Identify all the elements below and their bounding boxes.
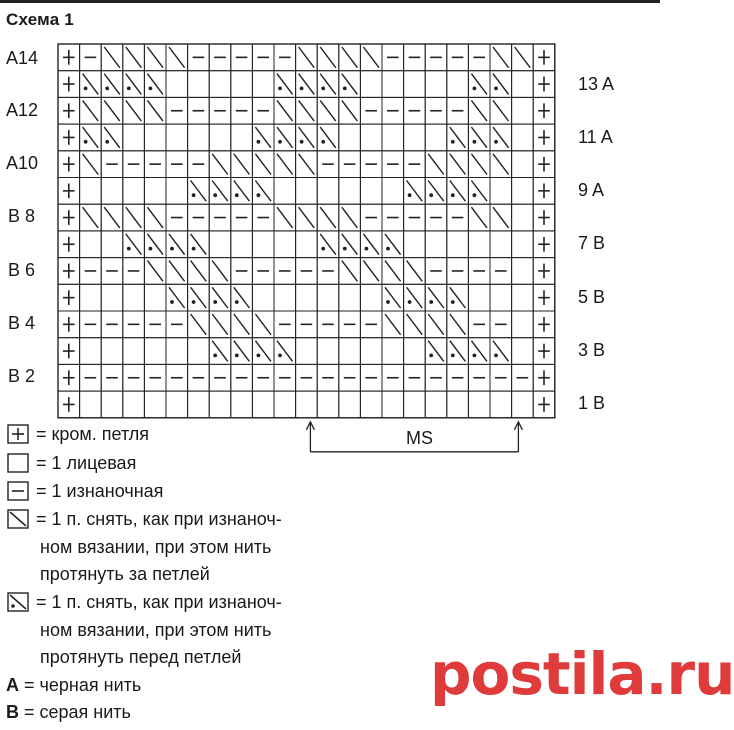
slip-front-dot (300, 140, 304, 144)
slip-back-symbol-icon (6, 509, 30, 529)
row-label-9a: 9 A (578, 180, 605, 200)
legend-knit-text: = 1 лицевая (36, 453, 137, 473)
row-label-b4: B 4 (8, 313, 36, 333)
slip-front-dot (451, 354, 455, 358)
slip-front-dot (213, 354, 217, 358)
slip-front-dot (257, 140, 261, 144)
row-label-7b: 7 B (578, 233, 606, 253)
row-label-a12: A12 (6, 100, 39, 120)
slip-front-dot (451, 140, 455, 144)
row-label-5b: 5 B (578, 287, 606, 307)
slip-front-dot (343, 87, 347, 91)
slip-front-dot (321, 87, 325, 91)
slip-front-dot (149, 247, 153, 251)
legend-slip-front-line3: протянуть перед петлей (40, 647, 242, 667)
yarn-a-text: = черная нить (24, 675, 142, 695)
edge-stitch-symbol-icon (6, 424, 30, 444)
slip-front-dot (321, 140, 325, 144)
slip-front-dot (386, 247, 390, 251)
slip-front-dot (149, 87, 153, 91)
slip-front-dot (170, 300, 174, 304)
row-label-b2: B 2 (8, 366, 36, 386)
legend-purl-text: = 1 изнаночная (36, 481, 164, 501)
postila-watermark[interactable]: postila.ru (430, 640, 734, 708)
legend-yarn-a (6, 674, 141, 696)
slip-front-dot (494, 87, 498, 91)
slip-front-dot (408, 300, 412, 304)
slip-front-dot (278, 140, 282, 144)
slip-front-dot (235, 354, 239, 358)
slip-front-dot (386, 300, 390, 304)
slip-front-dot (192, 300, 196, 304)
slip-front-dot (321, 247, 325, 251)
slip-front-dot (213, 193, 217, 197)
yarn-a-key: A (6, 675, 19, 695)
slip-front-dot (429, 354, 433, 358)
legend-edge-text: = кром. петля (36, 424, 150, 444)
legend-slip-back-line3: протянуть за петлей (40, 564, 210, 584)
slip-front-dot (473, 193, 477, 197)
yarn-b-text: = серая нить (24, 702, 131, 722)
yarn-b-key: B (6, 702, 19, 722)
chart-title: Схема 1 (6, 10, 74, 29)
legend-slip-back-line1: = 1 п. снять, как при изнаноч- (36, 509, 282, 529)
slip-front-dot (170, 247, 174, 251)
slip-front-dot (408, 193, 412, 197)
slip-front-dot (494, 140, 498, 144)
legend-slip-back-line2: ном вязании, при этом нить (40, 537, 272, 557)
slip-front-dot (105, 140, 109, 144)
slip-front-dot (429, 193, 433, 197)
slip-front-symbol-icon (6, 592, 30, 612)
slip-front-dot (451, 300, 455, 304)
slip-front-dot (235, 193, 239, 197)
slip-front-dot (127, 87, 131, 91)
slip-front-dot (343, 247, 347, 251)
slip-front-dot (192, 247, 196, 251)
slip-front-dot (257, 354, 261, 358)
slip-front-dot (429, 300, 433, 304)
slip-front-dot (451, 193, 455, 197)
slip-front-dot (473, 87, 477, 91)
slip-front-dot (84, 87, 88, 91)
row-label-b6: B 6 (8, 260, 36, 280)
row-label-a14: A14 (6, 48, 39, 68)
slip-front-dot (278, 354, 282, 358)
legend-slip-front-line1: = 1 п. снять, как при изнаноч- (36, 592, 282, 612)
slip-front-dot (278, 87, 282, 91)
slip-front-dot (127, 247, 131, 251)
slip-front-dot (473, 354, 477, 358)
row-label-1b: 1 B (578, 393, 606, 413)
legend-yarn-b (6, 701, 131, 723)
row-label-3b: 3 B (578, 340, 606, 360)
slip-front-dot (235, 300, 239, 304)
row-label-13a: 13 A (578, 74, 615, 94)
legend-slip-front-line2: ном вязании, при этом нить (40, 620, 272, 640)
slip-front-dot (105, 87, 109, 91)
slip-front-dot (84, 140, 88, 144)
slip-front-dot (473, 140, 477, 144)
slip-front-dot (494, 354, 498, 358)
slip-front-dot (300, 87, 304, 91)
slip-front-dot (257, 193, 261, 197)
slip-front-dot (213, 300, 217, 304)
slip-front-dot (365, 247, 369, 251)
knit-symbol-icon (6, 453, 30, 473)
purl-symbol-icon (6, 481, 30, 501)
row-label-a10: A10 (6, 153, 39, 173)
ms-repeat-label: MS (406, 428, 433, 448)
row-label-11a: 11 A (578, 127, 613, 147)
row-label-b8: B 8 (8, 206, 36, 226)
slip-front-dot (192, 193, 196, 197)
